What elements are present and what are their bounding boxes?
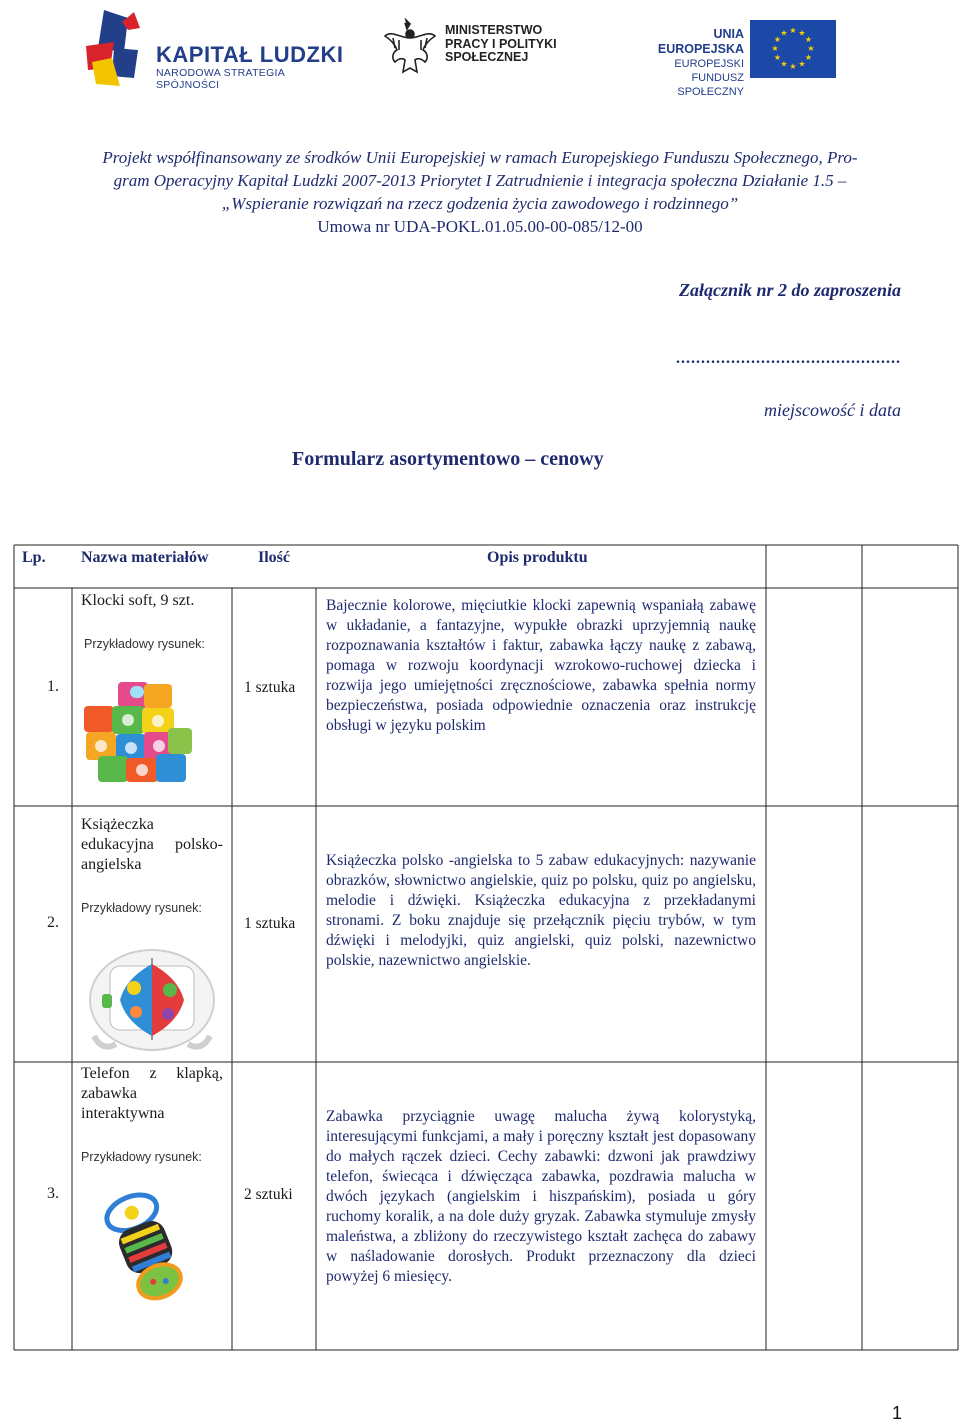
- column-header-name: Nazwa materiałów: [81, 549, 209, 566]
- svg-text:★: ★: [780, 28, 788, 38]
- kapital-ludzki-logo: [84, 8, 344, 91]
- eu-flag-icon: [750, 20, 836, 78]
- project-line-2: gram Operacyjny Kapitał Ludzki 2007-2013 Priorytet I Zatrudnienie i integracja społeczna Działanie 1.5 –: [113, 171, 847, 190]
- ministry-line-3: SPOŁECZNEJ: [445, 50, 529, 64]
- column-header-qty: Ilość: [258, 549, 290, 566]
- quantity: 2 sztuki: [244, 1186, 293, 1203]
- eu-name: [630, 27, 744, 99]
- svg-text:★: ★: [780, 59, 788, 69]
- example-caption: Przykładowy rysunek:: [81, 901, 202, 915]
- project-contract-number: Umowa nr UDA-POKL.01.05.00-00-085/12-00: [317, 217, 643, 236]
- product-description: Książeczka polsko -angielska to 5 zabaw edukacyjnych: nazywanie obrazków, słownictwo angielskie, quiz po polsku, quiz po angielsku, melodie i dźwięki. Książeczka edukacyjna z przekładanymi stronami. Z boku znajduje się przełącznik pięciu trybów, w tym dźwięki i melodyjki, quiz angielski, quiz polski, nazewnictwo polskie, nazewnictwo angielskie.: [326, 852, 756, 969]
- product-description: Bajecznie kolorowe, mięciutkie klocki zapewnią wspaniałą zabawę w układanie, a fantazyjne, wypukłe obrazki uprzyjemnią naukę rozpoznawania kształtów i faktur, zabawka łączy naukę z zabawą, pomaga w rozwoju koordynacji wzrokowo-ruchowej dziecka i rozwija jego umiejętności zręcznościowe, zabawka spełnia normy bezpieczeństwa, posiada odpowiednie oznaczenia oraz instrukcję obsługi w języku polskim: [326, 597, 756, 734]
- material-name: Książeczka edukacyjna polsko-angielska: [81, 816, 223, 873]
- svg-text:★: ★: [789, 62, 797, 71]
- kapital-ludzki-subtitle: NARODOWA STRATEGIA SPÓJNOŚCI: [156, 67, 285, 91]
- example-caption: Przykładowy rysunek:: [84, 637, 205, 651]
- eu-line-2: EUROPEJSKI: [674, 58, 744, 70]
- eu-line-1: UNIA EUROPEJSKA: [657, 27, 744, 56]
- column-header-description: Opis produktu: [487, 549, 588, 566]
- form-title: Formularz asortymentowo – cenowy: [292, 448, 604, 470]
- row-number: 3.: [47, 1185, 59, 1202]
- eu-logo: [630, 20, 840, 98]
- project-line-1: Projekt współfinansowany ze środków Unii Europejskiej w ramach Europejskiego Funduszu Społecznego, Pro-: [102, 148, 858, 167]
- svg-text:★: ★: [771, 44, 779, 53]
- row-number: 1.: [47, 678, 59, 695]
- eagle-emblem-icon: [383, 18, 437, 76]
- kapital-ludzki-title: KAPITAŁ LUDZKI: [156, 42, 344, 67]
- column-header-lp: Lp.: [22, 549, 46, 566]
- svg-text:★: ★: [789, 26, 797, 35]
- project-line-3: „Wspieranie rozwiązań na rzecz godzenia życia zawodowego i rodzinnego”: [221, 194, 739, 213]
- svg-text:★: ★: [804, 35, 813, 44]
- place-date-dotted-line: .............................................: [676, 350, 901, 367]
- project-info: [30, 146, 930, 238]
- ministry-logo: [383, 18, 583, 78]
- place-date-label: miejscowość i data: [764, 400, 901, 420]
- svg-text:★: ★: [773, 35, 782, 44]
- material-name: Klocki soft, 9 szt.: [81, 592, 195, 609]
- page-number: 1: [891, 1403, 902, 1423]
- example-caption: Przykładowy rysunek:: [81, 1150, 202, 1164]
- svg-text:★: ★: [807, 44, 815, 53]
- educational-book-image: [82, 940, 216, 1054]
- svg-text:★: ★: [798, 28, 806, 38]
- soft-blocks-image: [82, 680, 194, 784]
- ministry-line-2: PRACY I POLITYKI: [445, 36, 557, 51]
- quantity: 1 sztuka: [244, 915, 296, 932]
- row-number: 2.: [47, 914, 59, 931]
- product-description: Zabawka przyciągnie uwagę malucha żywą kolorystyką, interesującymi funkcjami, a mały i poręczny kształt jest dopasowany do małych rączek dzieci. Cechy zabawki: dzwoni jak prawdziwy telefon, świecąca i dźwięcząca zabawka, pozdrawia malucha w dwóch językach (angielskim i hiszpańskim), posiada u góry ruchomy koralik, a na dole duży gryzak. Zabawka stymuluje zmysły maleństwa, a zbliżony do rzeczywistego kształt zachęca do zabawy w naśladowanie dorosłych. Produkt przeznaczony dla dzieci powyżej 6 miesięcy.: [326, 1108, 756, 1285]
- material-name: Telefon z klapką, zabawka interaktywna: [81, 1065, 223, 1122]
- ministry-line-1: MINISTERSTWO: [445, 23, 543, 37]
- svg-text:★: ★: [773, 53, 782, 62]
- toy-phone-image: [96, 1192, 196, 1304]
- kapital-ludzki-mark-icon: [84, 8, 152, 88]
- eu-line-3: FUNDUSZ SPOŁECZNY: [677, 72, 744, 98]
- ministry-name: [445, 24, 557, 65]
- annex-label: Załącznik nr 2 do zaproszenia: [678, 280, 901, 300]
- quantity: 1 sztuka: [244, 679, 296, 696]
- logo-header: [0, 0, 960, 100]
- svg-text:★: ★: [804, 53, 813, 62]
- svg-text:★: ★: [798, 59, 806, 69]
